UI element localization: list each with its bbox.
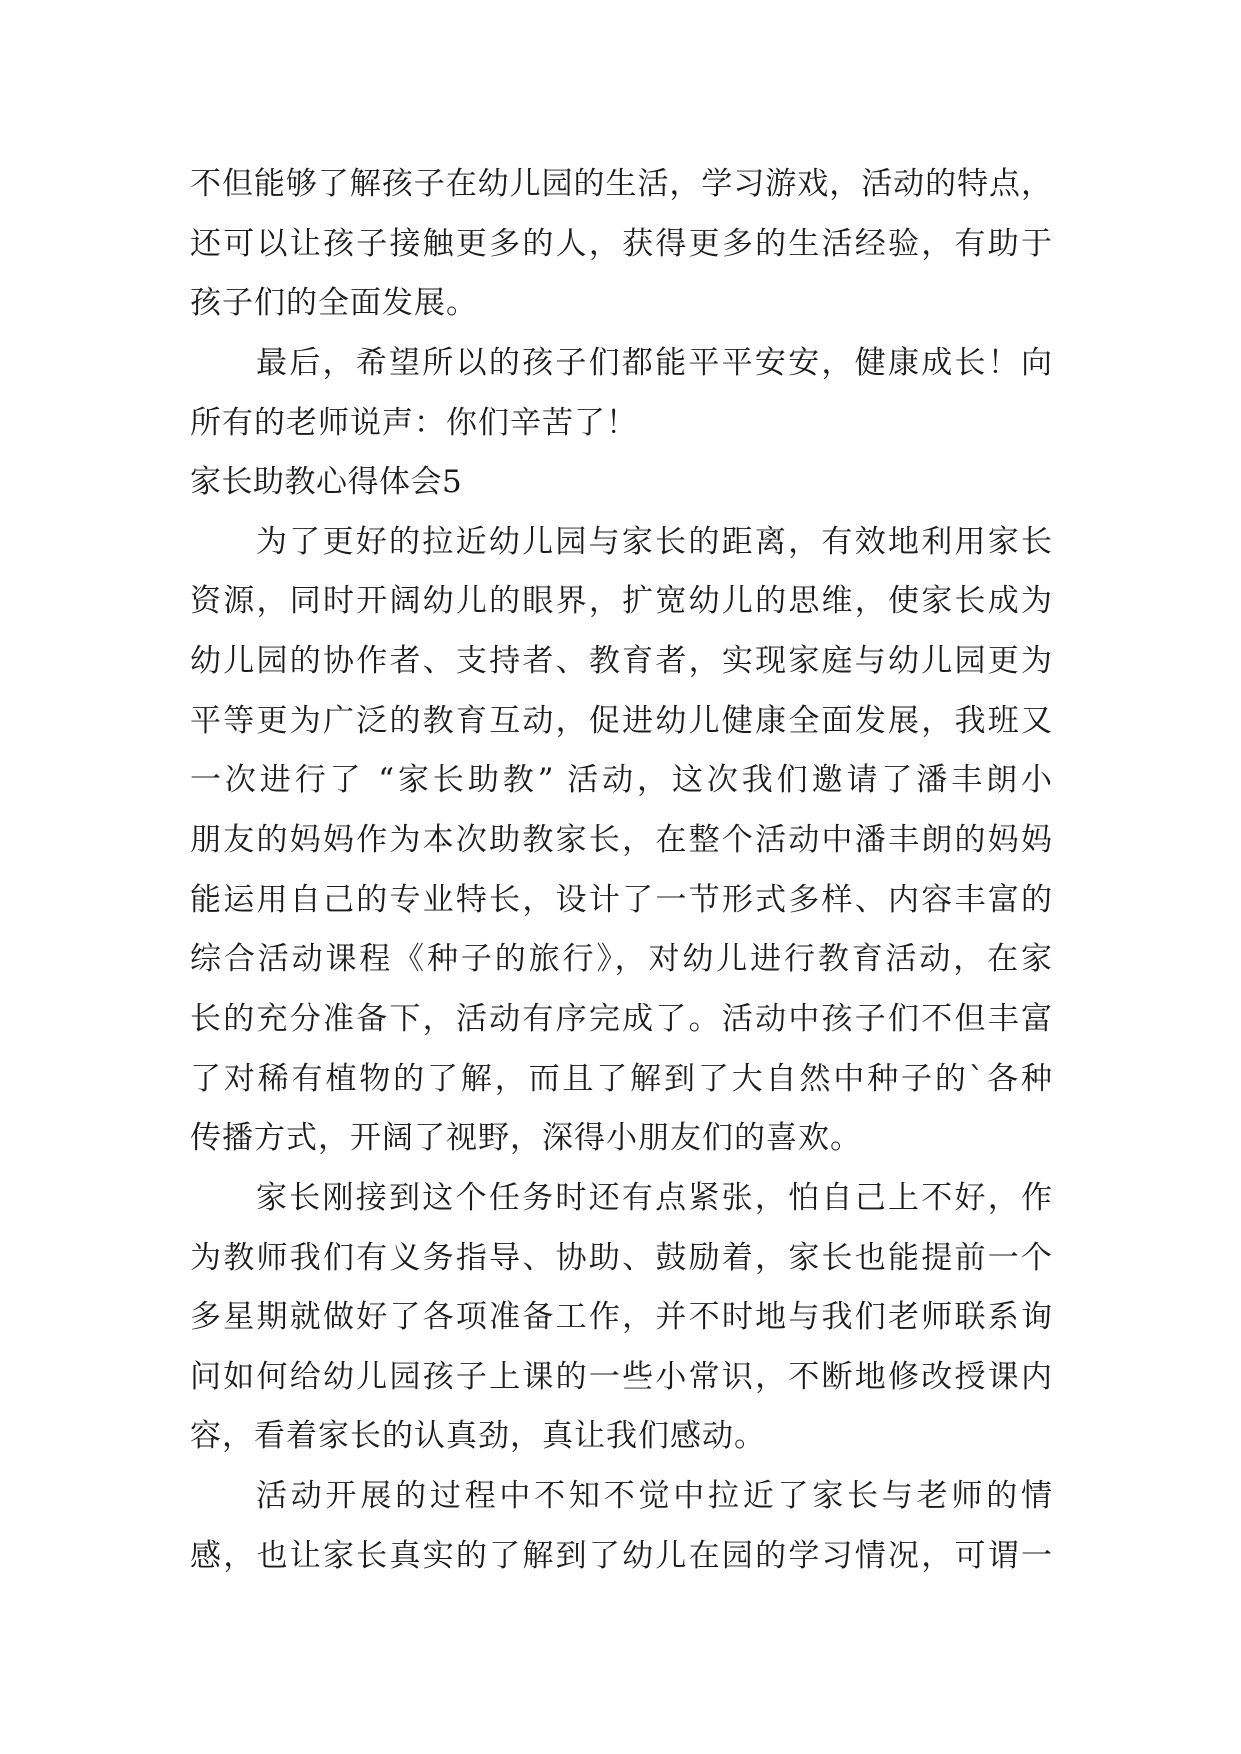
paragraph-line: 为了更好的拉近幼儿园与家长的距离，有效地利用家长 [256,523,1052,560]
paragraph-line: 为教师我们有义务指导、协助、鼓励着，家长也能提前一个 [190,1239,1052,1276]
paragraph-line: 不但能够了解孩子在幼儿园的生活，学习游戏，活动的特点， [190,166,1052,202]
paragraph-line: 平等更为广泛的教育互动，促进幼儿健康全面发展，我班又 [190,702,1052,739]
paragraph-line: 最后，希望所以的孩子们都能平平安安，健康成长！向 [256,344,1052,381]
paragraph [190,1467,1052,1586]
paragraph-line: 感，也让家长真实的了解到了幼儿在园的学习情况，可谓一 [190,1537,1052,1574]
paragraph-line: 所有的老师说声：你们辛苦了！ [190,404,638,441]
paragraph-line: 活动开展的过程中不知不觉中拉近了家长与老师的情 [256,1478,1052,1515]
section-heading: 家长助教心得体会5 [190,464,463,501]
paragraph-line: 资源，同时开阔幼儿的眼界，扩宽幼儿的思维，使家长成为 [190,583,1052,620]
paragraph-line: 家长刚接到这个任务时还有点紧张，怕自己上不好，作 [256,1179,1052,1216]
paragraph [190,334,1052,453]
paragraph-line: 多星期就做好了各项准备工作，并不时地与我们老师联系询 [190,1299,1052,1336]
paragraph-line: 问如何给幼儿园孩子上课的一些小常识，不断地修改授课内 [190,1358,1052,1395]
paragraph-line: 容，看着家长的认真劲，真让我们感动。 [190,1418,766,1455]
paragraph-line: 幼儿园的协作者、支持者、教育者，实现家庭与幼儿园更为 [190,643,1052,680]
paragraph-line: 长的充分准备下，活动有序完成了。活动中孩子们不但丰富 [190,1000,1052,1037]
paragraph [190,513,1052,1169]
paragraph-line: 能运用自己的专业特长，设计了一节形式多样、内容丰富的 [190,881,1052,918]
paragraph-line: 孩子们的全面发展。 [190,285,478,322]
paragraph-line: 朋友的妈妈作为本次助教家长，在整个活动中潘丰朗的妈妈 [190,822,1052,859]
paragraph-line: 综合活动课程《种子的旅行》，对幼儿进行教育活动，在家 [190,941,1052,978]
paragraph [190,155,1052,334]
paragraph-line: 传播方式，开阔了视野，深得小朋友们的喜欢。 [190,1120,862,1157]
paragraph-line: 一次进行了 “家长助教” 活动，这次我们邀请了潘丰朗小 [190,762,1052,799]
paragraph [190,1169,1052,1467]
paragraph-line: 了对稀有植物的了解，而且了解到了大自然中种子的`各种 [190,1060,1052,1097]
paragraph-line: 还可以让孩子接触更多的人，获得更多的生活经验，有助于 [190,225,1052,262]
document-body [190,155,1052,1586]
